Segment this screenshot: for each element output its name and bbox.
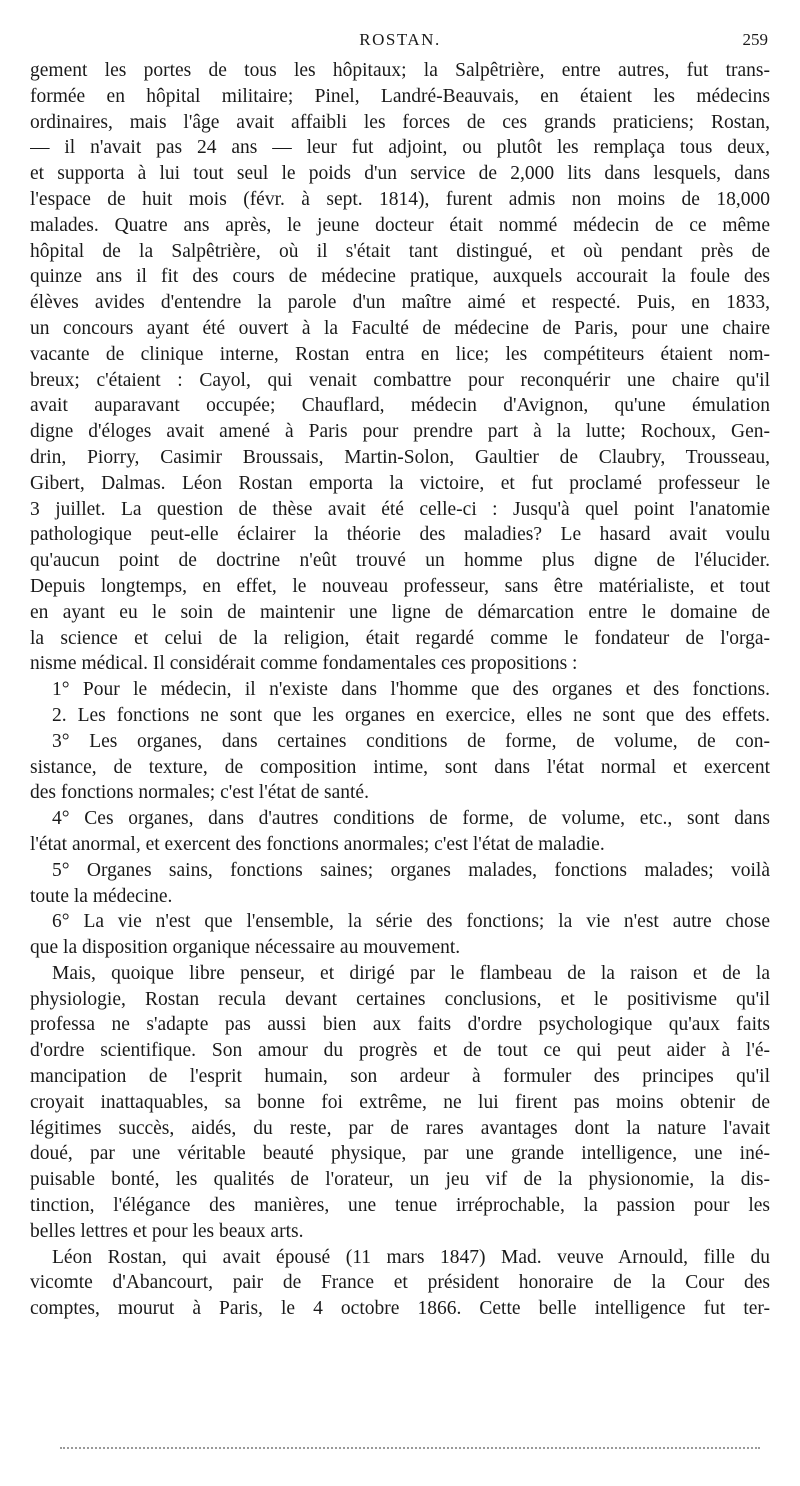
page-number: 259 <box>742 30 768 49</box>
text-line: 3 juillet. La question de thèse avait été celle-ci : Jusqu'à quel point l'anatomie <box>30 498 770 520</box>
text-line: hôpital de la Salpêtrière, où il s'était tant distingué, et où pendant près de <box>30 240 770 262</box>
text-line: légitimes succès, aidés, du reste, par de rares avantages dont la nature l'avait <box>30 1117 770 1139</box>
text-line: en ayant eu le soin de maintenir une ligne de démarcation entre le domaine de <box>30 601 770 623</box>
text-line: 5° Organes sains, fonctions saines; organes malades, fonctions malades; voilà <box>52 859 770 881</box>
text-line: digne d'éloges avait amené à Paris pour prendre part à la lutte; Rochoux, Gen- <box>30 421 770 443</box>
book-page <box>30 22 770 1322</box>
text-line: des fonctions normales; c'est l'état de santé. <box>30 782 369 804</box>
text-line: 3° Les organes, dans certaines conditions de forme, de volume, de con- <box>52 730 770 752</box>
running-head <box>30 22 770 58</box>
text-line: croyait inattaquables, sa bonne foi extrême, ne lui firent pas moins obtenir de <box>30 1091 770 1113</box>
text-line: nisme médical. Il considérait comme fondamentales ces propositions : <box>30 653 578 675</box>
text-line: vicomte d'Abancourt, pair de France et président honoraire de la Cour des <box>30 1272 770 1294</box>
text-line: physiologie, Rostan recula devant certaines conclusions, et le positivisme qu'il <box>30 988 770 1010</box>
text-line: avait auparavant occupée; Chauflard, médecin d'Avignon, qu'une émulation <box>30 395 770 417</box>
text-line: un concours ayant été ouvert à la Faculté de médecine de Paris, pour une chaire <box>30 317 770 339</box>
text-line: et supporta à lui tout seul le poids d'un service de 2,000 lits dans lesquels, dans <box>30 163 770 185</box>
text-line: qu'aucun point de doctrine n'eût trouvé un homme plus digne de l'élucider. <box>30 550 770 572</box>
text-line: belles lettres et pour les beaux arts. <box>30 1220 304 1242</box>
text-line: Gibert, Dalmas. Léon Rostan emporta la victoire, et fut proclamé professeur le <box>30 472 770 494</box>
text-line: 1° Pour le médecin, il n'existe dans l'homme que des organes et des fonctions. <box>52 679 770 701</box>
text-line: gement les portes de tous les hôpitaux; la Salpêtrière, entre autres, fut trans- <box>30 60 770 81</box>
text-line: 6° La vie n'est que l'ensemble, la série des fonctions; la vie n'est autre chose <box>52 911 770 933</box>
text-line: d'ordre scientifique. Son amour du progrès et de tout ce qui peut aider à l'é- <box>30 1040 770 1062</box>
text-line: l'état anormal, et exercent des fonctions anormales; c'est l'état de maladie. <box>30 833 605 855</box>
text-line: Léon Rostan, qui avait épousé (11 mars 1847) Mad. veuve Arnould, fille du <box>52 1246 770 1268</box>
text-line: comptes, mourut à Paris, le 4 octobre 1866. Cette belle intelligence fut ter- <box>30 1298 770 1320</box>
text-line: breux; c'étaient : Cayol, qui venait combattre pour reconquérir une chaire qu'il <box>30 369 770 391</box>
text-line: toute la médecine. <box>30 885 173 907</box>
text-line: Depuis longtemps, en effet, le nouveau professeur, sans être matérialiste, et tout <box>30 575 770 597</box>
text-line: vacante de clinique interne, Rostan entra en lice; les compétiteurs étaient nom- <box>30 343 770 365</box>
body-text <box>30 58 770 1322</box>
text-line: drin, Piorry, Casimir Broussais, Martin-Solon, Gaultier de Claubry, Trousseau, <box>30 446 770 468</box>
text-line: ordinaires, mais l'âge avait affaibli les forces de ces grands praticiens; Rostan, <box>30 111 770 133</box>
footer-dotted-rule <box>60 1447 760 1449</box>
text-line: que la disposition organique nécessaire au mouvement. <box>30 937 461 959</box>
text-line: tinction, l'élégance des manières, une tenue irréprochable, la passion pour les <box>30 1195 770 1217</box>
text-line: mancipation de l'esprit humain, son ardeur à formuler des principes qu'il <box>30 1066 770 1088</box>
text-line: la science et celui de la religion, était regardé comme le fondateur de l'orga- <box>30 627 770 649</box>
text-line: puisable bonté, les qualités de l'orateur, un jeu vif de la physionomie, la dis- <box>30 1169 770 1191</box>
text-line: l'espace de huit mois (févr. à sept. 1814), furent admis non moins de 18,000 <box>30 188 770 210</box>
text-line: professa ne s'adapte pas aussi bien aux faits d'ordre psychologique qu'aux faits <box>30 1014 770 1036</box>
text-line: Mais, quoique libre penseur, et dirigé par le flambeau de la raison et de la <box>52 962 770 984</box>
text-line: élèves avides d'entendre la parole d'un maître aimé et respecté. Puis, en 1833, <box>30 292 770 314</box>
text-line: malades. Quatre ans après, le jeune docteur était nommé médecin de ce même <box>30 214 770 236</box>
text-line: formée en hôpital militaire; Pinel, Landré-Beauvais, en étaient les médecins <box>30 85 770 107</box>
text-line: pathologique peut-elle éclairer la théorie des maladies? Le hasard avait voulu <box>30 524 770 546</box>
text-line: quinze ans il fit des cours de médecine pratique, auxquels accourait la foule des <box>30 266 770 288</box>
running-title: ROSTAN. <box>359 30 441 49</box>
text-line: 4° Ces organes, dans d'autres conditions de forme, de volume, etc., sont dans <box>52 808 770 830</box>
text-line: doué, par une véritable beauté physique, par une grande intelligence, une iné- <box>30 1143 770 1165</box>
text-line: sistance, de texture, de composition intime, sont dans l'état normal et exercent <box>30 756 770 778</box>
text-line: — il n'avait pas 24 ans — leur fut adjoint, ou plutôt les remplaça tous deux, <box>30 137 770 159</box>
text-line: 2. Les fonctions ne sont que les organes en exercice, elles ne sont que des effets. <box>52 704 770 726</box>
